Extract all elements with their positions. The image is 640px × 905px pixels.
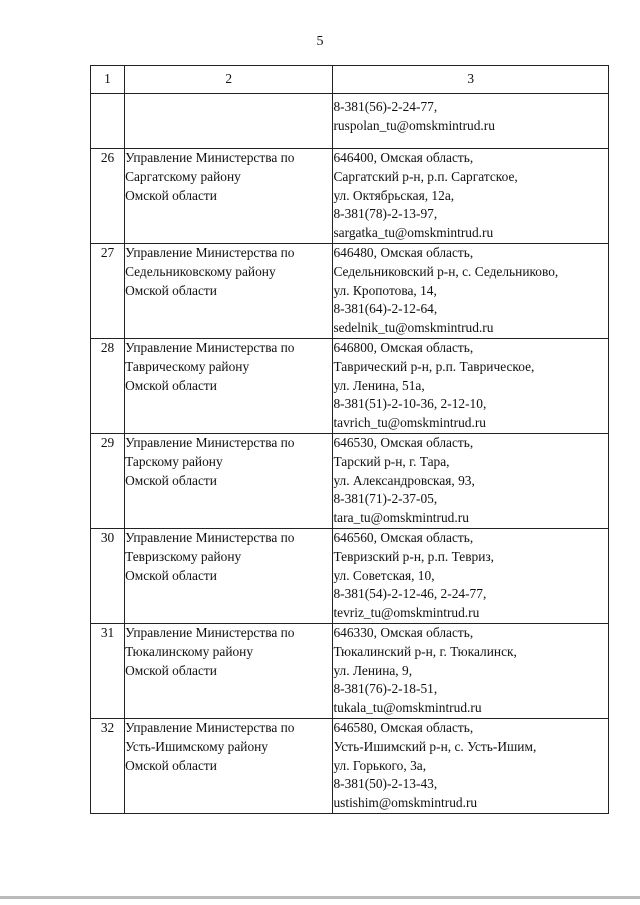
office-name-cell bbox=[125, 94, 333, 149]
office-name-cell bbox=[125, 434, 333, 529]
row-number-cell: 27 bbox=[91, 244, 125, 339]
address-cell bbox=[333, 149, 609, 244]
office-name-cell bbox=[125, 149, 333, 244]
address-cell bbox=[333, 624, 609, 719]
address-line: Тюкалинский р-н, г. Тюкалинск, bbox=[333, 643, 517, 659]
address-line: 8-381(64)-2-12-64, bbox=[333, 301, 438, 317]
office-name-line: Усть-Ишимскому району bbox=[125, 738, 269, 754]
office-name-line: Омской области bbox=[125, 567, 217, 583]
address-line: 8-381(51)-2-10-36, 2-12-10, bbox=[333, 396, 487, 412]
table-row bbox=[91, 434, 609, 529]
office-name-line: Омской области bbox=[125, 662, 217, 678]
address-line: ул. Горького, 3а, bbox=[333, 757, 427, 773]
email-line: ustishim@omskmintrud.ru bbox=[333, 795, 478, 811]
address-line: 646560, Омская область, bbox=[333, 530, 474, 545]
office-name-line: Омской области bbox=[125, 757, 217, 773]
row-number-cell: 29 bbox=[91, 434, 125, 529]
address-line: 646480, Омская область, bbox=[333, 245, 474, 260]
office-name-cell bbox=[125, 339, 333, 434]
address-line: 646530, Омская область, bbox=[333, 435, 474, 450]
address-line: 8-381(78)-2-13-97, bbox=[333, 206, 438, 222]
office-name-line: Тевризскому району bbox=[125, 548, 242, 564]
office-name-line: Управление Министерства по bbox=[125, 720, 295, 735]
address-cell bbox=[333, 529, 609, 624]
office-name-line: Омской области bbox=[125, 187, 217, 203]
office-name-line: Седельниковскому району bbox=[125, 263, 276, 279]
scan-bottom-edge bbox=[0, 896, 640, 899]
address-line: ул. Советская, 10, bbox=[333, 567, 435, 583]
office-name-line: Саргатскому району bbox=[125, 168, 241, 184]
address-line: 8-381(50)-2-13-43, bbox=[333, 776, 438, 792]
address-line: 646400, Омская область, bbox=[333, 150, 474, 165]
address-line: 8-381(76)-2-18-51, bbox=[333, 681, 438, 697]
office-name-line: Управление Министерства по bbox=[125, 530, 295, 545]
office-name-line: Тюкалинскому району bbox=[125, 643, 254, 659]
email-line: ruspolan_tu@omskmintrud.ru bbox=[333, 117, 495, 133]
header-col-1: 1 bbox=[91, 66, 125, 94]
address-line: Седельниковский р-н, с. Седельниково, bbox=[333, 263, 559, 279]
address-cell bbox=[333, 244, 609, 339]
address-cell bbox=[333, 94, 609, 149]
table-row bbox=[91, 719, 609, 814]
table-row-continuation bbox=[91, 94, 609, 149]
office-name-cell bbox=[125, 244, 333, 339]
row-number-cell: 30 bbox=[91, 529, 125, 624]
office-name-line: Управление Министерства по bbox=[125, 340, 295, 355]
address-line: Тевризский р-н, р.п. Тевриз, bbox=[333, 548, 495, 564]
office-name-line: Управление Министерства по bbox=[125, 435, 295, 450]
address-line: 8-381(54)-2-12-46, 2-24-77, bbox=[333, 586, 487, 602]
table-row bbox=[91, 149, 609, 244]
address-line: ул. Октябрьская, 12а, bbox=[333, 187, 455, 203]
row-number-cell: 28 bbox=[91, 339, 125, 434]
email-line: tukala_tu@omskmintrud.ru bbox=[333, 700, 482, 716]
address-line: 646330, Омская область, bbox=[333, 625, 474, 640]
row-number-cell bbox=[91, 94, 125, 149]
email-line: sedelnik_tu@omskmintrud.ru bbox=[333, 320, 494, 336]
table-row bbox=[91, 244, 609, 339]
office-name-cell bbox=[125, 719, 333, 814]
office-name-cell bbox=[125, 529, 333, 624]
address-line: Таврический р-н, р.п. Таврическое, bbox=[333, 358, 535, 374]
office-name-line: Управление Министерства по bbox=[125, 625, 295, 640]
address-line: Тарский р-н, г. Тара, bbox=[333, 453, 450, 469]
address-line: ул. Ленина, 9, bbox=[333, 662, 413, 678]
email-line: sargatka_tu@omskmintrud.ru bbox=[333, 225, 494, 241]
row-number-cell: 31 bbox=[91, 624, 125, 719]
table-row bbox=[91, 624, 609, 719]
address-line: 8-381(56)-2-24-77, bbox=[333, 99, 438, 114]
address-line: Саргатский р-н, р.п. Саргатское, bbox=[333, 168, 518, 184]
email-line: tavrich_tu@omskmintrud.ru bbox=[333, 415, 486, 431]
address-line: 646800, Омская область, bbox=[333, 340, 474, 355]
address-line: 8-381(71)-2-37-05, bbox=[333, 491, 438, 507]
office-name-line: Омской области bbox=[125, 472, 217, 488]
office-name-line: Таврическому району bbox=[125, 358, 250, 374]
email-line: tara_tu@omskmintrud.ru bbox=[333, 510, 469, 526]
table-row bbox=[91, 529, 609, 624]
address-cell bbox=[333, 719, 609, 814]
address-line: Усть-Ишимский р-н, с. Усть-Ишим, bbox=[333, 738, 537, 754]
row-number-cell: 32 bbox=[91, 719, 125, 814]
email-line: tevriz_tu@omskmintrud.ru bbox=[333, 605, 480, 621]
row-number-cell: 26 bbox=[91, 149, 125, 244]
office-name-line: Тарскому району bbox=[125, 453, 223, 469]
address-cell bbox=[333, 434, 609, 529]
table-header-row bbox=[91, 66, 609, 94]
address-line: 646580, Омская область, bbox=[333, 720, 474, 735]
page-number: 5 bbox=[316, 34, 324, 49]
office-name-cell bbox=[125, 624, 333, 719]
offices-table bbox=[90, 65, 609, 814]
address-line: ул. Кропотова, 14, bbox=[333, 282, 437, 298]
office-name-line: Управление Министерства по bbox=[125, 150, 295, 165]
address-line: ул. Александровская, 93, bbox=[333, 472, 475, 488]
address-line: ул. Ленина, 51а, bbox=[333, 377, 425, 393]
header-col-2: 2 bbox=[125, 66, 333, 94]
address-cell bbox=[333, 339, 609, 434]
office-name-line: Управление Министерства по bbox=[125, 245, 295, 260]
header-col-3: 3 bbox=[333, 66, 609, 94]
office-name-line: Омской области bbox=[125, 282, 217, 298]
office-name-line: Омской области bbox=[125, 377, 217, 393]
table-row bbox=[91, 339, 609, 434]
